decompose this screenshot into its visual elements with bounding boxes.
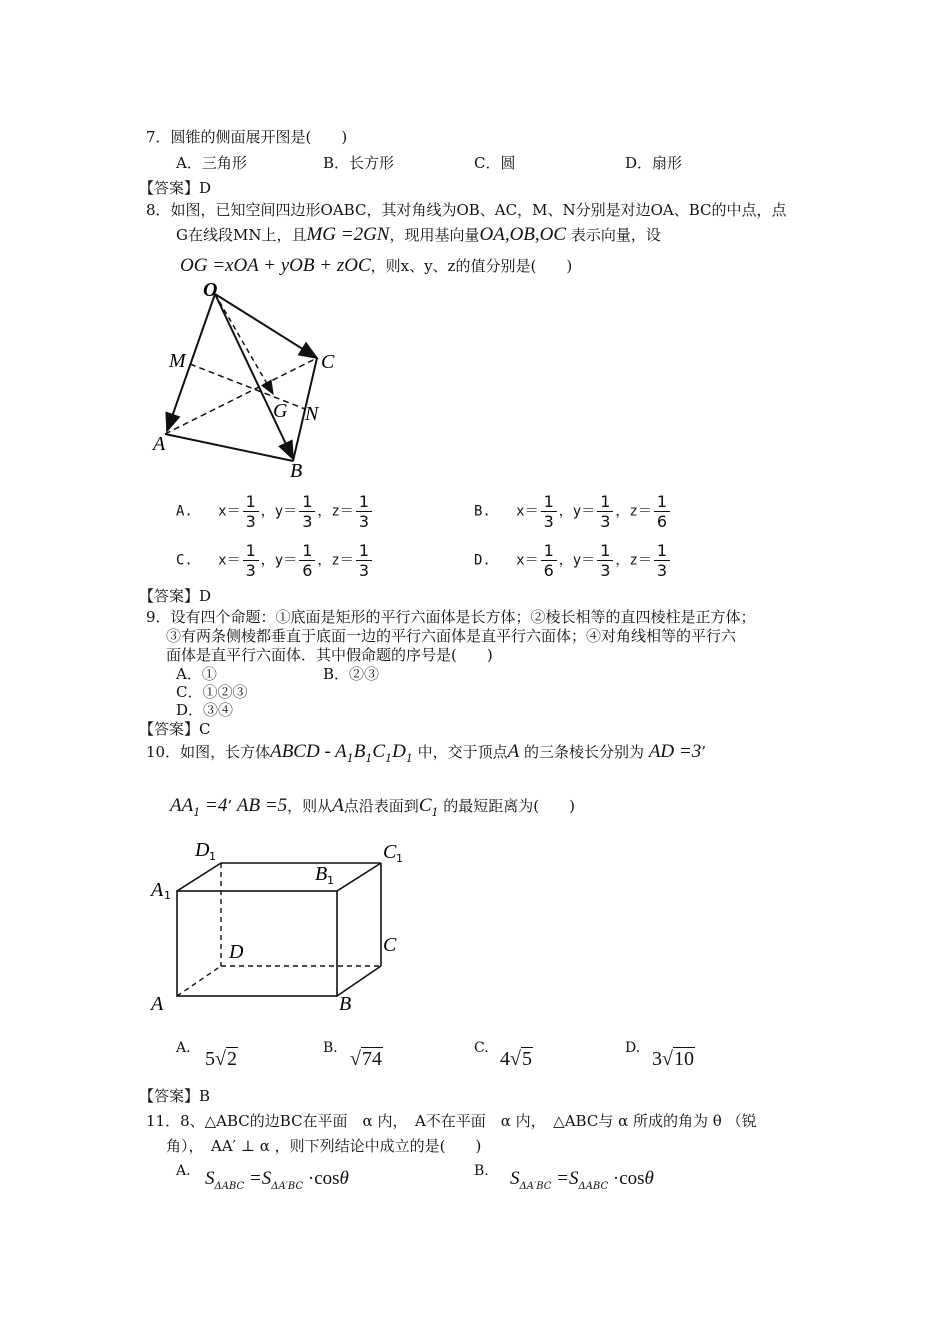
label-m: M: [169, 350, 186, 372]
q7-option-a: A．三角形: [176, 154, 247, 172]
label-n: N: [305, 403, 319, 425]
q9-line2: ③有两条侧棱都垂直于底面一边的平行六面体是直平行六面体；④对角线相等的平行六: [166, 627, 737, 645]
label-g: G: [273, 400, 288, 422]
q10-cuboid-figure: [145, 838, 425, 1018]
q8-line1: 8．如图，已知空间四边形OABC，其对角线为OB、AC，M、N分别是对边OA、BC的中点，点: [146, 201, 787, 219]
q8-line3: OG =xOA + yOB + zOC，则x、y、z的值分别是( ): [180, 255, 573, 276]
label-o: O: [203, 279, 218, 301]
q7-option-c: C．圆: [474, 154, 516, 172]
label-a: A: [153, 433, 166, 455]
q8-option-b: B. x＝ $\frac{1}{3}$ ，y＝ $\frac{1}{3}$ ，z＝ $\frac{1}{6}$: [474, 492, 672, 531]
q10-answer: 【答案】B: [139, 1087, 211, 1105]
q8-line2: G在线段MN上，且MG =2GN，现用基向量OA,OB,OC 表示向量，设: [176, 224, 661, 245]
label-c1: C: [383, 841, 397, 863]
q11-option-b-formula: $S_{\Delta A'BC} =S_{\Delta ABC} \cdot\cos\theta$: [510, 1168, 654, 1192]
q9-answer: 【答案】C: [139, 720, 211, 738]
svg-text:1: 1: [396, 852, 403, 865]
q10-option-d-letter: D.: [625, 1040, 641, 1056]
q7-option-b: B．长方形: [323, 154, 395, 172]
svg-text:1: 1: [164, 889, 171, 902]
q8-tetrahedron-figure: [145, 276, 355, 486]
q11-option-a-formula: $S_{\Delta ABC} =S_{\Delta A'BC} \cdot\cos\theta$: [205, 1168, 349, 1192]
q11-line2: 角）， AA′ ⊥ α ，则下列结论中成立的是( ): [166, 1137, 482, 1155]
label-c: C: [383, 934, 397, 956]
q9-option-b: B．②③: [323, 665, 380, 683]
label-b1: B: [315, 863, 328, 885]
q11-line1: 11．8、△ABC的边BC在平面 α 内， A不在平面 α 内， △ABC与 α 所成的角为 θ （锐: [146, 1112, 757, 1130]
svg-text:1: 1: [209, 850, 216, 863]
q10-option-c-value: 4√5: [500, 1048, 532, 1070]
q11-option-b-letter: B.: [474, 1163, 489, 1179]
q7-stem: 7．圆锥的侧面展开图是( ): [146, 128, 348, 146]
q7-option-d: D．扇形: [625, 154, 683, 172]
q8-option-c: C. x＝ $\frac{1}{3}$ ，y＝ $\frac{1}{6}$ ，z＝ $\frac{1}{3}$: [176, 541, 374, 580]
q10-line2: $AA_1 =4$’ AB =5，则从A点沿表面到$C_1$ 的最短距离为( ): [170, 795, 575, 819]
q10-option-a-value: 5√2: [205, 1048, 237, 1070]
q10-line1: 10．如图，长方体ABCD - $A_1B_1C_1D_1$ 中，交于顶点A 的三条棱长分别为 AD =3’: [146, 741, 706, 765]
q10-option-b-letter: B.: [323, 1040, 338, 1056]
label-a1: A: [151, 879, 164, 901]
label-d1: D: [195, 839, 210, 861]
q8-option-a: A. x＝ $\frac{1}{3}$ ，y＝ $\frac{1}{3}$ ，z＝ $\frac{1}{3}$: [176, 492, 374, 531]
q8-option-d: D. x＝ $\frac{1}{6}$ ，y＝ $\frac{1}{3}$ ，z＝ $\frac{1}{3}$: [474, 541, 672, 580]
q9-line3: 面体是直平行六面体．其中假命题的序号是( ): [166, 646, 493, 664]
q8-answer: 【答案】D: [139, 587, 212, 605]
q10-option-b-value: √74: [350, 1048, 382, 1070]
label-c: C: [321, 351, 335, 373]
q9-option-d: D．③④: [176, 701, 234, 719]
label-b: B: [339, 993, 352, 1015]
q11-option-a-letter: A.: [176, 1163, 191, 1179]
svg-text:1: 1: [327, 874, 334, 887]
q10-option-d-value: 3√10: [652, 1048, 694, 1070]
label-b: B: [290, 460, 303, 482]
q9-option-a: A．①: [176, 665, 217, 683]
label-a: A: [151, 993, 164, 1015]
q9-line1: 9．设有四个命题：①底面是矩形的平行六面体是长方体；②棱长相等的直四棱柱是正方体；: [146, 608, 756, 626]
q10-option-a-letter: A.: [176, 1040, 191, 1056]
label-d: D: [229, 941, 244, 963]
q9-option-c: C．①②③: [176, 683, 248, 701]
q7-answer: 【答案】D: [139, 179, 212, 197]
q10-option-c-letter: C.: [474, 1040, 489, 1056]
